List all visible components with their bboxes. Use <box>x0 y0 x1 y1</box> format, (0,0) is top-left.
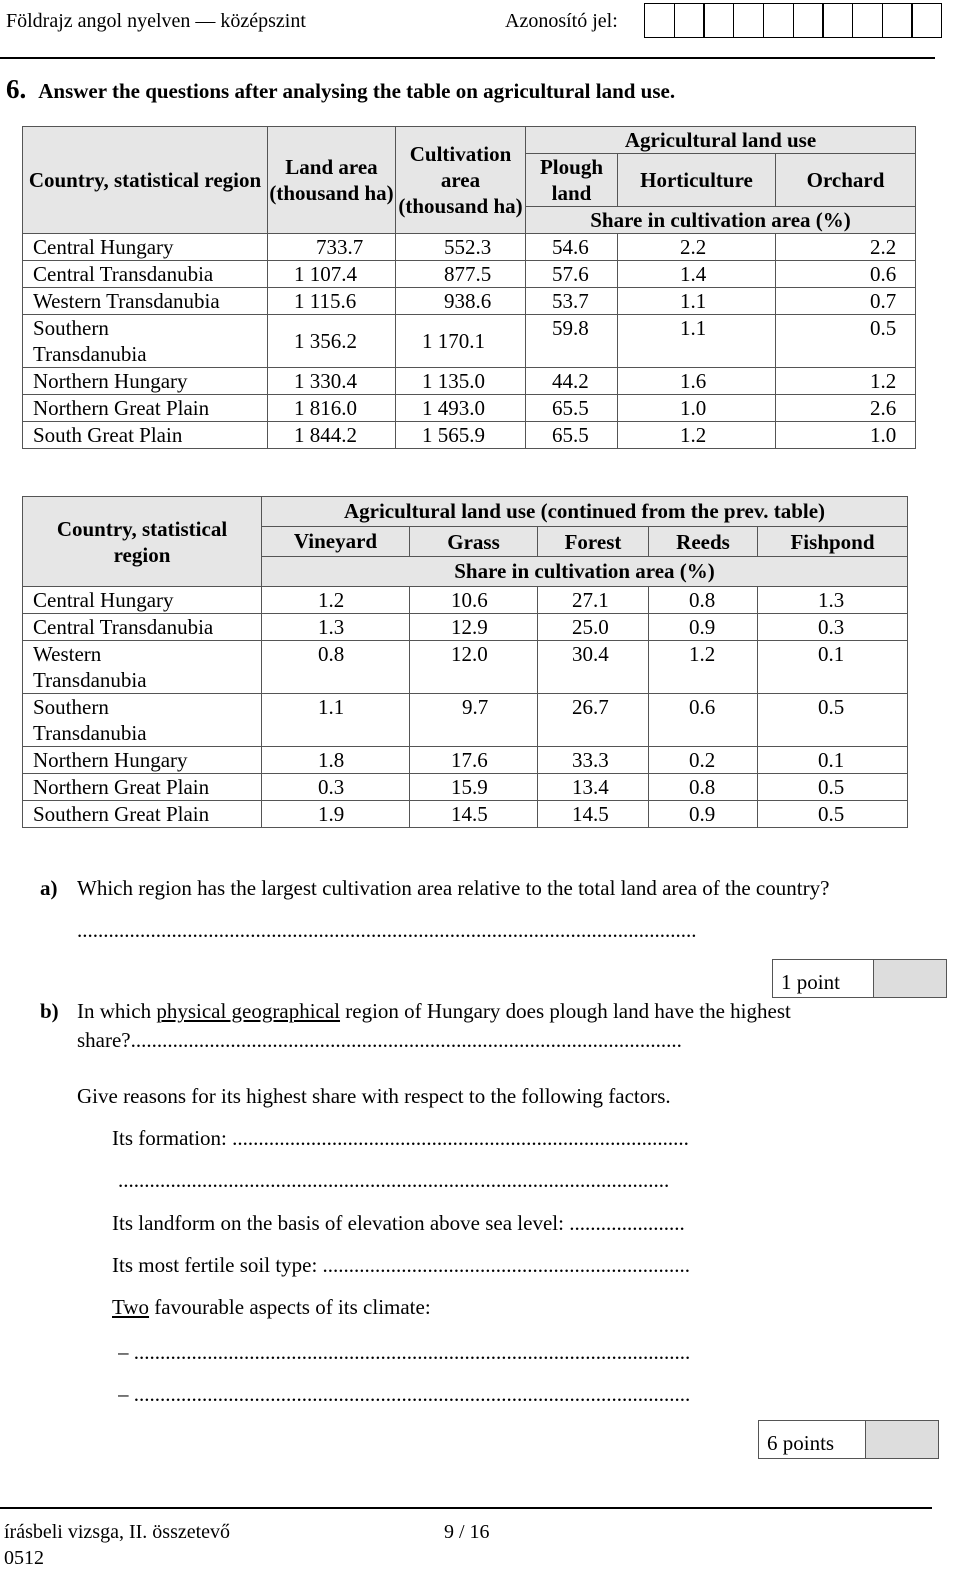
part-b-underlined: physical geographical <box>156 999 341 1023</box>
soil-answer[interactable]: Its most fertile soil type: ...................................................................... <box>112 1253 691 1277</box>
header-rule <box>0 57 935 59</box>
page-number: 9 / 16 <box>444 1521 490 1543</box>
forest-cell: 30.4 <box>538 641 649 694</box>
vineyard-cell: 1.9 <box>262 801 410 828</box>
table-row <box>23 587 908 614</box>
table-row <box>23 395 916 422</box>
question-number: 6. <box>6 74 27 104</box>
reasons-prompt: Give reasons for its highest share with respect to the following factors. <box>77 1084 671 1108</box>
grass-cell: 10.6 <box>410 587 538 614</box>
cult-cell: 877.5 <box>396 261 526 288</box>
plough-cell: 44.2 <box>526 368 618 395</box>
formation-answer-2[interactable]: ......................................................................................................... <box>118 1168 670 1192</box>
footer-code: 0512 <box>4 1547 44 1569</box>
formation-answer[interactable]: Its formation: ....................................................................................... <box>112 1126 689 1150</box>
id-box[interactable] <box>763 3 794 38</box>
cult-cell: 552.3 <box>396 234 526 261</box>
region-cell <box>23 641 262 694</box>
id-box[interactable] <box>733 3 764 38</box>
cult-cell: 1 565.9 <box>396 422 526 449</box>
land-cell: 1 844.2 <box>268 422 396 449</box>
id-boxes[interactable] <box>644 3 941 38</box>
part-b-answer-line[interactable]: share?......................................................................................................... <box>77 1028 682 1052</box>
reeds-cell: 0.8 <box>649 587 758 614</box>
vineyard-cell: 1.8 <box>262 747 410 774</box>
col-grass: Grass <box>410 527 538 557</box>
region-cell: Southern Great Plain <box>23 801 262 828</box>
land-cell: 1 330.4 <box>268 368 396 395</box>
reeds-cell: 0.9 <box>649 614 758 641</box>
climate-answer-1[interactable]: – .......................................................................................................... <box>118 1340 691 1364</box>
horti-cell: 1.4 <box>618 261 776 288</box>
forest-cell: 27.1 <box>538 587 649 614</box>
fishpond-cell: 0.3 <box>758 614 908 641</box>
reeds-cell: 0.6 <box>649 694 758 747</box>
grass-cell: 12.9 <box>410 614 538 641</box>
table-row <box>23 641 908 694</box>
table-row <box>23 801 908 828</box>
horti-cell: 1.0 <box>618 395 776 422</box>
land-cell: 1 356.2 <box>268 315 396 368</box>
id-box[interactable] <box>911 3 942 38</box>
grass-cell: 17.6 <box>410 747 538 774</box>
horti-cell: 1.1 <box>618 315 776 368</box>
col-fishpond: Fishpond <box>758 527 908 557</box>
reeds-cell: 0.2 <box>649 747 758 774</box>
reeds-cell: 0.9 <box>649 801 758 828</box>
orchard-cell: 0.7 <box>776 288 916 315</box>
part-a-answer-line[interactable]: ...................................................................................................................... <box>77 918 697 942</box>
forest-cell: 33.3 <box>538 747 649 774</box>
col-share: Share in cultivation area (%) <box>526 207 916 234</box>
region-cell: South Great Plain <box>23 422 268 449</box>
horti-cell: 1.1 <box>618 288 776 315</box>
col-reeds: Reeds <box>649 527 758 557</box>
region-cell: Northern Hungary <box>23 368 268 395</box>
col-region: Country, statistical region <box>23 497 262 587</box>
forest-cell: 26.7 <box>538 694 649 747</box>
vineyard-cell: 1.1 <box>262 694 410 747</box>
reeds-cell: 1.2 <box>649 641 758 694</box>
col-land-area: Land area (thousand ha) <box>268 127 396 234</box>
climate-text: favourable aspects of its climate: <box>149 1295 431 1319</box>
table-row <box>23 234 916 261</box>
col-horticulture: Horticulture <box>618 154 776 207</box>
orchard-cell: 0.6 <box>776 261 916 288</box>
id-box[interactable] <box>674 3 705 38</box>
table-row <box>23 747 908 774</box>
orchard-cell: 2.6 <box>776 395 916 422</box>
horti-cell: 1.6 <box>618 368 776 395</box>
table-row <box>23 774 908 801</box>
table-row <box>23 315 916 368</box>
land-cell: 1 115.6 <box>268 288 396 315</box>
table-row <box>23 288 916 315</box>
score-field[interactable] <box>873 960 946 997</box>
fishpond-cell: 0.5 <box>758 801 908 828</box>
region-cell: Northern Great Plain <box>23 774 262 801</box>
part-b-question <box>77 999 791 1024</box>
footer-rule <box>0 1507 932 1509</box>
points-label: 1 point <box>773 960 873 997</box>
region-cell <box>23 315 268 368</box>
region-text: Western Transdanubia <box>33 642 147 692</box>
table-row <box>23 368 916 395</box>
region-cell <box>23 694 262 747</box>
climate-answer-2[interactable]: – .......................................................................................................... <box>118 1382 691 1406</box>
region-cell: Central Hungary <box>23 234 268 261</box>
score-field[interactable] <box>865 1421 938 1458</box>
id-box[interactable] <box>882 3 913 38</box>
plough-cell: 65.5 <box>526 422 618 449</box>
fishpond-cell: 0.5 <box>758 774 908 801</box>
col-group-land-use: Agricultural land use (continued from the prev. table) <box>262 497 908 527</box>
cult-cell: 938.6 <box>396 288 526 315</box>
climate-prompt <box>112 1295 431 1320</box>
horti-cell: 2.2 <box>618 234 776 261</box>
land-cell: 1 107.4 <box>268 261 396 288</box>
part-b-text: region of Hungary does plough land have the highest <box>340 999 791 1023</box>
col-plough-land: Plough land <box>526 154 618 207</box>
orchard-cell: 2.2 <box>776 234 916 261</box>
climate-underlined: Two <box>112 1295 150 1319</box>
id-label: Azonosító jel: <box>505 10 618 32</box>
header-title: Földrajz angol nyelven — középszint <box>6 10 306 32</box>
part-a-score-box <box>772 959 947 998</box>
plough-cell: 59.8 <box>526 315 618 368</box>
region-text: Southern Transdanubia <box>33 316 147 366</box>
part-b-label: b) <box>40 999 59 1023</box>
region-cell: Central Transdanubia <box>23 261 268 288</box>
part-b-text: In which <box>77 999 157 1023</box>
question-text: Answer the questions after analysing the table on agricultural land use. <box>38 79 676 103</box>
table-row <box>23 422 916 449</box>
vineyard-cell: 1.3 <box>262 614 410 641</box>
table-row <box>23 261 916 288</box>
table-row <box>23 694 908 747</box>
part-b-score-box <box>758 1420 939 1459</box>
orchard-cell: 1.0 <box>776 422 916 449</box>
col-group-land-use: Agricultural land use <box>526 127 916 154</box>
landform-answer[interactable]: Its landform on the basis of elevation above sea level: ...................... <box>112 1211 685 1235</box>
vineyard-cell: 0.3 <box>262 774 410 801</box>
col-share: Share in cultivation area (%) <box>262 557 908 587</box>
forest-cell: 13.4 <box>538 774 649 801</box>
part-a-question: Which region has the largest cultivation area relative to the total land area of the country? <box>77 876 830 900</box>
plough-cell: 57.6 <box>526 261 618 288</box>
table-row <box>23 614 908 641</box>
fishpond-cell: 0.5 <box>758 694 908 747</box>
id-box[interactable] <box>822 3 853 38</box>
grass-cell: 14.5 <box>410 801 538 828</box>
land-use-table-1 <box>22 126 916 449</box>
grass-cell: 15.9 <box>410 774 538 801</box>
id-box[interactable] <box>852 3 883 38</box>
cult-cell: 1 170.1 <box>396 315 526 368</box>
id-box[interactable] <box>703 3 734 38</box>
region-cell: Northern Hungary <box>23 747 262 774</box>
region-cell: Western Transdanubia <box>23 288 268 315</box>
region-cell: Central Transdanubia <box>23 614 262 641</box>
grass-cell: 9.7 <box>410 694 538 747</box>
land-cell: 733.7 <box>268 234 396 261</box>
cult-cell: 1 135.0 <box>396 368 526 395</box>
orchard-cell: 1.2 <box>776 368 916 395</box>
col-region: Country, statistical region <box>23 127 268 234</box>
grass-cell: 12.0 <box>410 641 538 694</box>
vineyard-cell: 0.8 <box>262 641 410 694</box>
question-title <box>6 74 675 105</box>
col-cultivation-area: Cultivation area (thousand ha) <box>396 127 526 234</box>
part-a-label: a) <box>40 876 58 900</box>
footer-exam-label: írásbeli vizsga, II. összetevő <box>4 1521 231 1543</box>
col-orchard: Orchard <box>776 154 916 207</box>
fishpond-cell: 0.1 <box>758 747 908 774</box>
vineyard-cell: 1.2 <box>262 587 410 614</box>
id-box[interactable] <box>644 3 675 38</box>
plough-cell: 65.5 <box>526 395 618 422</box>
region-cell: Central Hungary <box>23 587 262 614</box>
reeds-cell: 0.8 <box>649 774 758 801</box>
forest-cell: 25.0 <box>538 614 649 641</box>
col-vineyard: Vineyard <box>262 527 410 557</box>
land-use-table-2 <box>22 496 908 828</box>
land-cell: 1 816.0 <box>268 395 396 422</box>
region-text: Southern Transdanubia <box>33 695 147 745</box>
points-label: 6 points <box>759 1421 865 1458</box>
cult-cell: 1 493.0 <box>396 395 526 422</box>
fishpond-cell: 0.1 <box>758 641 908 694</box>
plough-cell: 54.6 <box>526 234 618 261</box>
horti-cell: 1.2 <box>618 422 776 449</box>
col-forest: Forest <box>538 527 649 557</box>
id-box[interactable] <box>793 3 824 38</box>
forest-cell: 14.5 <box>538 801 649 828</box>
region-cell: Northern Great Plain <box>23 395 268 422</box>
fishpond-cell: 1.3 <box>758 587 908 614</box>
orchard-cell: 0.5 <box>776 315 916 368</box>
plough-cell: 53.7 <box>526 288 618 315</box>
